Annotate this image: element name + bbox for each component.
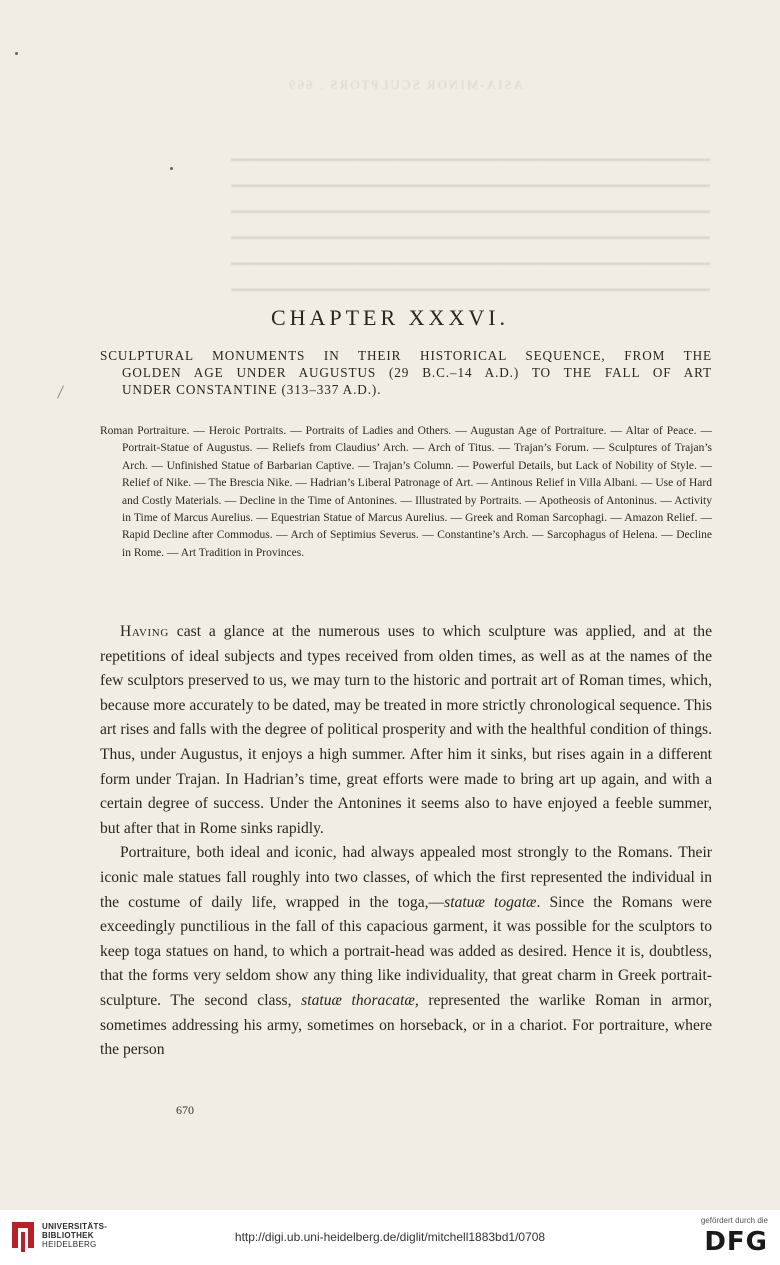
ink-speck bbox=[170, 167, 173, 170]
chapter-subtitle bbox=[100, 347, 712, 398]
paragraph-1 bbox=[100, 620, 712, 841]
funding-note: gefördert durch die bbox=[700, 1216, 768, 1225]
library-name-line-2: BIBLIOTHEK bbox=[42, 1231, 94, 1240]
library-name-line-3: HEIDELBERG bbox=[42, 1240, 97, 1249]
subtitle-line-3: UNDER CONSTANTINE (313–337 A.D.). bbox=[122, 382, 382, 397]
paragraph-1-first-word: Having bbox=[120, 623, 169, 640]
chapter-synopsis bbox=[100, 423, 712, 562]
paragraph-2-text-b: . Since the Romans were exceedingly punctilious in the fall of this capacious garment, it was possible for the sculptors to keep toga statues on hand, to which a portrait-head was added as desired. Hence it is, doubtless, that the forms very seldom show any thing like individuality, that great charm in Greek portrait-sculpture. The second class, bbox=[100, 893, 712, 1009]
ink-speck bbox=[15, 52, 18, 55]
paragraph-1-text: cast a glance at the numerous uses to which sculpture was applied, and at the repetitions of ideal subjects and types received from olden times, as well as at the names of the few sculptors preserved to us, we may turn to the historic and portrait art of Roman times, which, because more accurately to be dated, may be treated in more strictly chronological sequence. This art rises and falls with the degree of political prosperity and with the healthful condition of things. Thus, under Augustus, it enjoys a high summer. After him it sinks, but rises again in a different form under Trajan. In Hadrian’s time, great efforts were made to bring art up again, and with a certain degree of success. Under the Antonines it seems also to have enjoyed a feeble summer, but after that in Rome sinks rapidly. bbox=[100, 623, 712, 837]
pencil-mark bbox=[57, 385, 64, 398]
digitization-footer bbox=[0, 1210, 780, 1265]
bleed-through-header: ASIA-MINOR SCULPTORS . 669 bbox=[287, 77, 523, 92]
page-number: 670 bbox=[176, 1103, 194, 1117]
library-name-line-1: UNIVERSITÄTS- bbox=[42, 1222, 108, 1231]
paragraph-2-italic-a: statuæ togatæ bbox=[444, 893, 537, 911]
source-url-link[interactable]: http://digi.ub.uni-heidelberg.de/diglit/mitchell1883bd1/0708 bbox=[234, 1230, 546, 1244]
dfg-logo: DFG bbox=[704, 1227, 768, 1257]
paragraph-2-text-c: , represented the warlike Roman in armor, sometimes addressing his army, sometimes on horseback, or in a chariot. For portraiture, where the person bbox=[100, 991, 713, 1059]
body-text bbox=[100, 620, 712, 1063]
subtitle-line-1: SCULPTURAL MONUMENTS IN THEIR HISTORICAL SEQUENCE, FROM THE bbox=[100, 348, 712, 363]
subtitle-line-2: GOLDEN AGE UNDER AUGUSTUS (29 B.C.–14 A.D.) TO THE FALL OF ART bbox=[122, 365, 712, 380]
synopsis-text: Roman Portraiture. — Heroic Portraits. — Portraits of Ladies and Others. — Augustan Age of Portraiture. — Altar of Peace. — Portrait-Statue of Augustus. — Reliefs from Claudius’ Arch. — Arch of Titus. — Trajan’s Forum. — Sculptures of Trajan’s Arch. — Unfinished Statue of Barbarian Captive. — Trajan’s Column. — Powerful Details, but Lack of Nobility of Style. — Relief of Nike. — The Brescia Nike. — Hadrian’s Liberal Patronage of Art. — Antinous Relief in Villa Albani. — Use of Hard and Costly Materials. — Decline in the Time of Antonines. — Illustrated by Portraits. — Apotheosis of Antoninus. — Activity in Time of Marcus Aurelius. — Equestrian Statue of Marcus Aurelius. — Greek and Roman Sarcophagi. — Amazon Relief. — Rapid Decline after Commodus. — Arch of Septimius Severus. — Constantine’s Arch. — Sarcophagus of Helena. — Decline in Rome. — Art Tradition in Provinces. bbox=[100, 425, 712, 559]
paragraph-2-italic-b: statuæ thoracatæ bbox=[301, 991, 415, 1009]
paragraph-2-text-a: Portraiture, both ideal and iconic, had always appealed most strongly to the Romans. Their iconic male statues fall roughly into two classes, of which the first represented the individual in the costume of daily life, wrapped in the toga,— bbox=[100, 844, 712, 911]
bleed-through-text: ━━━━━━━━━━━━━━━━━━━━━━━━━━━━━━━━━━━━━━━━━━━━━━━━━━━━━ ━━━━━━━━━━━━━━━━━━━━━━━━━━━━━━━━━━━━━━━━━━━━━━━━━━━━━ ━━━━━━━━━━━━━━━━━━━━━━━━━━━━━━━━━━━━━━━━━━━━━━━━━━━━━ ━━━━━━━━━━━━━━━━━━━━━━━━━━━━━━━━━━━━━━━━━━━━━━━━━━━━━ ━━━━━━━━━━━━━━━━━━━━━━━━━━━━━━━━━━━━━━━━━━━━━━━━━━━━━ ━━━━━━━━━━━━━━━━━━━━━━━━━━━━━━━━━━━━━━━━━━━━━━━━━━━━━ bbox=[231, 153, 710, 299]
chapter-title: CHAPTER XXXVI. bbox=[270, 305, 510, 330]
paragraph-2 bbox=[100, 841, 712, 1062]
